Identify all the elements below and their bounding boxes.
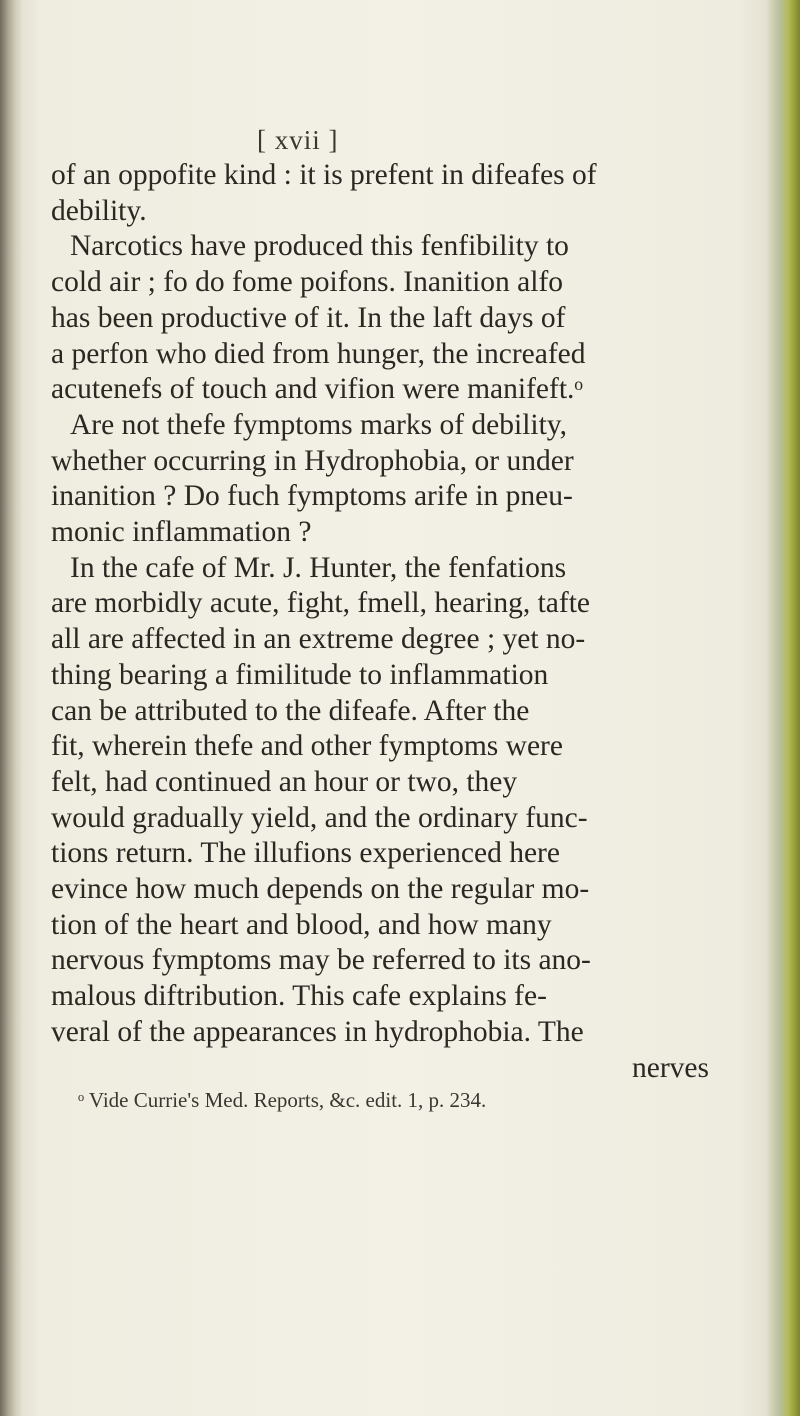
text-line: are morbidly acute, fight, fmell, hearing, tafte	[51, 587, 590, 620]
page-edge	[766, 0, 800, 1416]
text-line: all are affected in an extreme degree ; yet no-	[51, 623, 586, 656]
text-line: acutenefs of touch and vifion were manifeft.ᵒ	[51, 373, 583, 406]
text-line: nervous fymptoms may be referred to its ano-	[51, 944, 591, 977]
page-header: [ xvii ]	[257, 125, 339, 155]
text-line: felt, had continued an hour or two, they	[51, 765, 518, 798]
text-line: fit, wherein thefe and other fymptoms were	[51, 730, 563, 763]
text-line: a perfon who died from hunger, the increafed	[51, 337, 586, 370]
catchword: nerves	[632, 1051, 709, 1084]
text-line: In the cafe of Mr. J. Hunter, the fenfations	[70, 551, 567, 584]
text-line: debility.	[51, 194, 147, 227]
page-binding-shadow	[0, 0, 22, 1416]
text-line: whether occurring in Hydrophobia, or under	[51, 444, 574, 477]
text-line: Narcotics have produced this fenfibility to	[70, 230, 569, 263]
text-line: of an oppofite kind : it is prefent in difeafes of	[51, 159, 597, 191]
text-line: inanition ? Do fuch fymptoms arife in pneu-	[51, 480, 573, 513]
text-line: has been productive of it. In the laft days of	[51, 301, 566, 334]
text-line: monic inflammation ?	[51, 516, 312, 549]
text-line: would gradually yield, and the ordinary func-	[51, 801, 588, 834]
text-line: tion of the heart and blood, and how many	[51, 908, 552, 941]
text-line: thing bearing a fimilitude to inflammation	[51, 658, 549, 691]
body-text	[51, 158, 711, 1086]
text-line: Are not thefe fymptoms marks of debility,	[70, 408, 568, 441]
text-line: evince how much depends on the regular mo-	[51, 873, 590, 906]
text-line: tions return. The illufions experienced here	[51, 837, 560, 870]
footnote: ᵒ Vide Currie's Med. Reports, &c. edit. 1, p. 234.	[78, 1088, 487, 1112]
text-line: can be attributed to the difeafe. After the	[51, 694, 530, 727]
text-line: malous diftribution. This cafe explains fe-	[51, 980, 547, 1013]
text-line: cold air ; fo do fome poifons. Inanition alfo	[51, 266, 564, 299]
text-line: veral of the appearances in hydrophobia. The	[51, 1015, 584, 1048]
